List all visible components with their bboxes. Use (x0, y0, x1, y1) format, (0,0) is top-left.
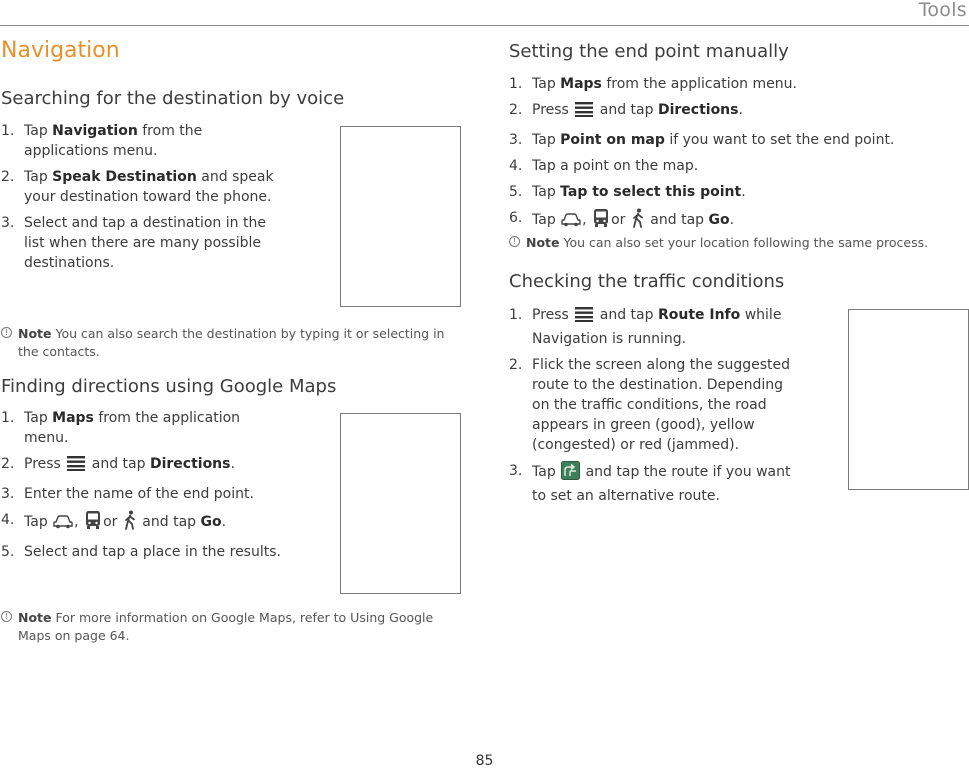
list-item: 1. Tap Maps from the application menu. (1, 410, 241, 446)
voice-section-title: Searching for the destination by voice (1, 88, 345, 109)
list-item: 2. Press and tap Directions. (509, 100, 959, 124)
manual-note: ! Note You can also set your location following the same process. (509, 234, 964, 252)
list-item: 4. Tap , or and tap Go. (1, 510, 301, 536)
info-icon: ! (1, 327, 12, 338)
list-item: 2. Tap Speak Destination and speak your destination toward the phone. (1, 169, 274, 205)
menu-icon (574, 305, 594, 329)
list-item: 3. Select and tap a destination in the list when there are many possible destinations. (1, 215, 266, 271)
page-title: Navigation (1, 38, 120, 63)
car-icon (561, 210, 581, 234)
traffic-steps (509, 305, 809, 512)
list-item: 1. Tap Navigation from the applications menu. (1, 123, 203, 159)
info-icon: ! (509, 236, 520, 247)
directions-steps (1, 408, 301, 568)
voice-steps (1, 121, 291, 279)
list-item: 6. Tap , or and tap Go. (509, 208, 959, 234)
directions-note: ! Note For more information on Google Maps, refer to Using Google Maps on page 64. (1, 609, 451, 645)
walk-icon (123, 510, 137, 536)
voice-note: ! Note You can also search the destination by typing it or selecting in the contacts. (1, 325, 456, 361)
directions-section-title: Finding directions using Google Maps (1, 376, 337, 397)
voice-screenshot-placeholder (340, 126, 461, 307)
car-icon (53, 512, 73, 536)
list-item: 3. Enter the name of the end point. (1, 486, 254, 502)
list-item: 5. Tap Tap to select this point. (509, 184, 746, 200)
walk-icon (631, 208, 645, 234)
alternate-route-icon (561, 461, 580, 486)
manual-section-title: Setting the end point manually (509, 41, 789, 62)
list-item: 5. Select and tap a place in the results. (1, 544, 281, 560)
traffic-screenshot-placeholder (848, 309, 969, 490)
list-item: 1. Press and tap Route Info while Navigation is running. (509, 307, 782, 347)
list-item: 4. Tap a point on the map. (509, 158, 699, 174)
page-number: 85 (475, 753, 494, 768)
traffic-section-title: Checking the traffic conditions (509, 271, 785, 292)
menu-icon (574, 100, 594, 124)
section-label: Tools (918, 0, 967, 21)
list-item: 1. Tap Maps from the application menu. (509, 76, 797, 92)
header-divider (0, 25, 969, 26)
bus-icon (84, 510, 102, 536)
list-item: 2. Press and tap Directions. (1, 454, 301, 478)
manual-steps (509, 74, 959, 240)
directions-screenshot-placeholder (340, 413, 461, 594)
list-item: 3. Tap and tap the route if you want to set an alternative route. (509, 463, 791, 504)
list-item: 3. Tap Point on map if you want to set the end point. (509, 132, 895, 148)
list-item: 2. Flick the screen along the suggested route to the destination. Depending on the traffic conditions, the road appears in green (good), yellow (congested) or red (jammed). (509, 357, 791, 453)
info-icon: ! (1, 611, 12, 622)
bus-icon (592, 208, 610, 234)
menu-icon (66, 454, 86, 478)
